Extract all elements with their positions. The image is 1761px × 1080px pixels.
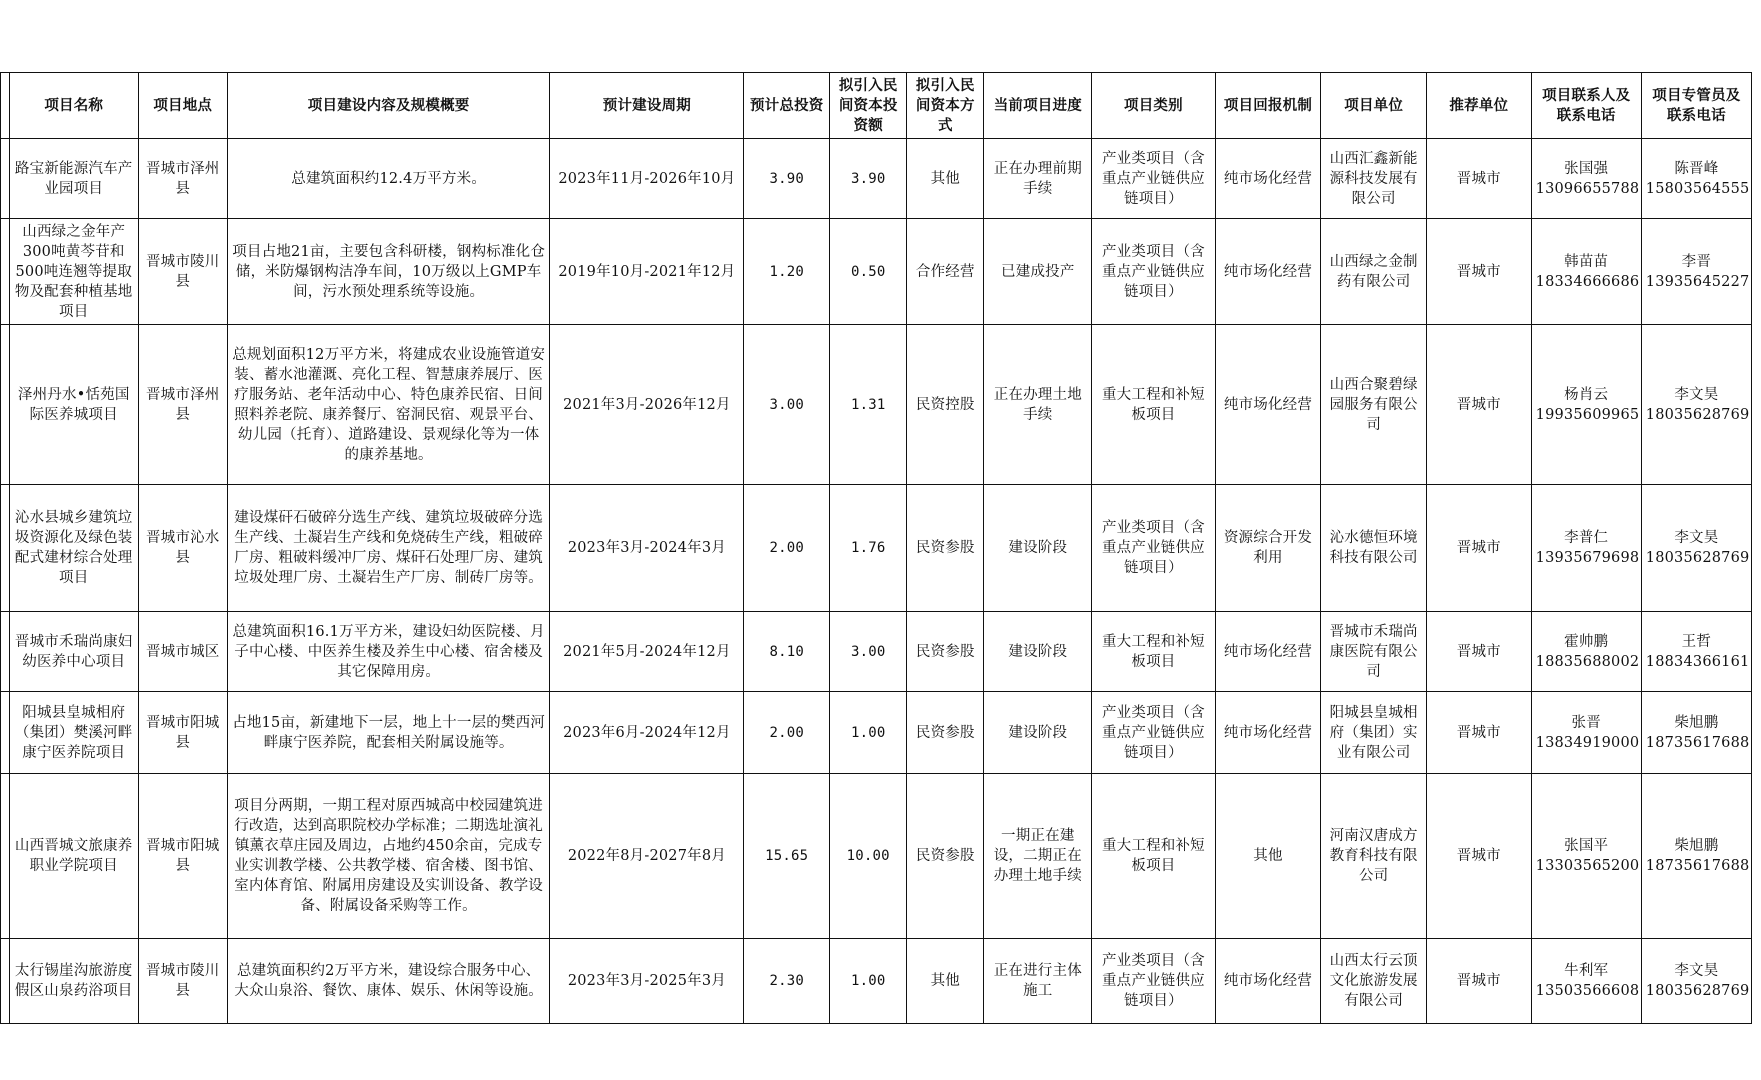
total-investment-cell: 1.20 xyxy=(744,219,830,325)
recommender-cell: 晋城市 xyxy=(1427,939,1532,1024)
private-capital-cell: 1.00 xyxy=(830,939,907,1024)
period-cell: 2019年10月-2021年12月 xyxy=(550,219,744,325)
header-row xyxy=(1,73,1752,139)
project-name-cell: 沁水县城乡建筑垃圾资源化及绿色装配式建材综合处理项目 xyxy=(9,485,138,612)
category-cell: 重大工程和补短板项目 xyxy=(1092,325,1215,485)
manager-name: 王哲 xyxy=(1681,633,1712,650)
contact-name: 张国强 xyxy=(1564,160,1609,177)
cut-off-cell xyxy=(1,485,10,612)
cut-off-cell xyxy=(1,612,10,692)
content-cell: 总建筑面积16.1万平方米，建设妇幼医院楼、月子中心楼、中医养生楼及养生中心楼、宿舍楼及其它保障用房。 xyxy=(227,612,550,692)
column-header: 拟引入民间资本投资额 xyxy=(830,73,907,139)
manager-phone: 18035628769 xyxy=(1645,550,1750,566)
project-name-cell: 阳城县皇城相府（集团）樊溪河畔康宁医养院项目 xyxy=(9,692,138,774)
period-cell: 2021年3月-2026年12月 xyxy=(550,325,744,485)
content-cell: 占地15亩，新建地下一层，地上十一层的樊西河畔康宁医养院，配套相关附属设施等。 xyxy=(227,692,550,774)
contact-name: 霍帅鹏 xyxy=(1564,633,1609,650)
project-name-cell: 晋城市禾瑞尚康妇幼医养中心项目 xyxy=(9,612,138,692)
contact-phone: 18835688002 xyxy=(1535,653,1640,670)
contact-cell xyxy=(1531,219,1641,325)
contact-phone: 13503566608 xyxy=(1535,983,1640,999)
private-capital-cell: 10.00 xyxy=(830,774,907,939)
location-cell: 晋城市城区 xyxy=(138,612,227,692)
period-cell: 2023年11月-2026年10月 xyxy=(550,139,744,219)
contact-phone: 13935679698 xyxy=(1535,550,1640,566)
recommender-cell: 晋城市 xyxy=(1427,219,1532,325)
capital-mode-cell: 其他 xyxy=(907,139,984,219)
capital-mode-cell: 民资参股 xyxy=(907,485,984,612)
recommender-cell: 晋城市 xyxy=(1427,485,1532,612)
table-row xyxy=(1,774,1752,939)
project-name-cell: 山西晋城文旅康养职业学院项目 xyxy=(9,774,138,939)
period-cell: 2022年8月-2027年8月 xyxy=(550,774,744,939)
column-header: 预计建设周期 xyxy=(550,73,744,139)
project-unit-cell: 山西汇鑫新能源科技发展有限公司 xyxy=(1321,139,1427,219)
location-cell: 晋城市泽州县 xyxy=(138,139,227,219)
contact-name: 杨肖云 xyxy=(1564,386,1609,403)
category-cell: 产业类项目（含重点产业链供应链项目） xyxy=(1092,485,1215,612)
column-header: 项目建设内容及规模概要 xyxy=(227,73,550,139)
category-cell: 重大工程和补短板项目 xyxy=(1092,774,1215,939)
project-unit-cell: 山西绿之金制药有限公司 xyxy=(1321,219,1427,325)
manager-name: 陈晋峰 xyxy=(1674,160,1719,177)
manager-name: 李文昊 xyxy=(1674,530,1719,546)
total-investment-cell: 15.65 xyxy=(744,774,830,939)
capital-mode-cell: 民资控股 xyxy=(907,325,984,485)
period-cell: 2023年3月-2025年3月 xyxy=(550,939,744,1024)
progress-cell: 建设阶段 xyxy=(984,612,1092,692)
category-cell: 产业类项目（含重点产业链供应链项目） xyxy=(1092,219,1215,325)
location-cell: 晋城市阳城县 xyxy=(138,774,227,939)
column-header: 项目回报机制 xyxy=(1215,73,1321,139)
location-cell: 晋城市陵川县 xyxy=(138,219,227,325)
content-cell: 总建筑面积约2万平方米，建设综合服务中心、大众山泉浴、餐饮、康体、娱乐、休闲等设施。 xyxy=(227,939,550,1024)
return-mechanism-cell: 纯市场化经营 xyxy=(1215,325,1321,485)
content-cell: 项目占地21亩，主要包含科研楼，钢构标准化仓储，米防爆钢构洁净车间，10万级以上GMP车间，污水预处理系统等设施。 xyxy=(227,219,550,325)
manager-cell xyxy=(1641,939,1751,1024)
manager-cell xyxy=(1641,692,1751,774)
location-cell: 晋城市沁水县 xyxy=(138,485,227,612)
project-name-cell: 山西绿之金年产300吨黄芩苷和500吨连翘等提取物及配套种植基地项目 xyxy=(9,219,138,325)
manager-phone: 18834366161 xyxy=(1645,653,1750,670)
total-investment-cell: 2.00 xyxy=(744,485,830,612)
category-cell: 产业类项目（含重点产业链供应链项目） xyxy=(1092,139,1215,219)
column-header: 项目类别 xyxy=(1092,73,1215,139)
progress-cell: 建设阶段 xyxy=(984,485,1092,612)
column-header: 项目专管员及联系电话 xyxy=(1641,73,1751,139)
total-investment-cell: 2.00 xyxy=(744,692,830,774)
column-header: 项目单位 xyxy=(1321,73,1427,139)
private-capital-cell: 1.00 xyxy=(830,692,907,774)
content-cell: 总建筑面积约12.4万平方米。 xyxy=(227,139,550,219)
content-cell: 建设煤矸石破碎分选生产线、建筑垃圾破碎分选生产线、土凝岩生产线和免烧砖生产线，粗破碎厂房、粗破料缓冲厂房、煤矸石处理厂房、建筑垃圾处理厂房、土凝岩生产厂房、制砖厂房等。 xyxy=(227,485,550,612)
manager-phone: 18735617688 xyxy=(1645,858,1750,874)
contact-phone: 19935609965 xyxy=(1535,406,1640,423)
contact-cell xyxy=(1531,612,1641,692)
capital-mode-cell: 民资参股 xyxy=(907,692,984,774)
contact-phone: 13096655788 xyxy=(1535,180,1640,197)
progress-cell: 已建成投产 xyxy=(984,219,1092,325)
column-header: 项目联系人及联系电话 xyxy=(1531,73,1641,139)
total-investment-cell: 2.30 xyxy=(744,939,830,1024)
contact-cell xyxy=(1531,692,1641,774)
category-cell: 产业类项目（含重点产业链供应链项目） xyxy=(1092,939,1215,1024)
period-cell: 2021年5月-2024年12月 xyxy=(550,612,744,692)
total-investment-cell: 3.90 xyxy=(744,139,830,219)
manager-name: 李文昊 xyxy=(1674,963,1719,979)
contact-name: 张国平 xyxy=(1564,838,1609,854)
column-header: 项目名称 xyxy=(9,73,138,139)
progress-cell: 建设阶段 xyxy=(984,692,1092,774)
return-mechanism-cell: 纯市场化经营 xyxy=(1215,612,1321,692)
table-row xyxy=(1,485,1752,612)
contact-name: 张晋 xyxy=(1571,714,1601,731)
column-header: 预计总投资 xyxy=(744,73,830,139)
contact-name: 韩苗苗 xyxy=(1564,253,1609,270)
project-unit-cell: 沁水德恒环境科技有限公司 xyxy=(1321,485,1427,612)
return-mechanism-cell: 纯市场化经营 xyxy=(1215,139,1321,219)
table-row xyxy=(1,612,1752,692)
project-unit-cell: 河南汉唐成方教育科技有限公司 xyxy=(1321,774,1427,939)
capital-mode-cell: 民资参股 xyxy=(907,774,984,939)
manager-cell xyxy=(1641,139,1751,219)
project-unit-cell: 山西合聚碧绿园服务有限公司 xyxy=(1321,325,1427,485)
manager-cell xyxy=(1641,612,1751,692)
private-capital-cell: 3.00 xyxy=(830,612,907,692)
project-name-cell: 太行锡崖沟旅游度假区山泉药浴项目 xyxy=(9,939,138,1024)
cut-off-cell xyxy=(1,139,10,219)
cut-off-cell xyxy=(1,219,10,325)
manager-cell xyxy=(1641,219,1751,325)
table-row xyxy=(1,692,1752,774)
location-cell: 晋城市陵川县 xyxy=(138,939,227,1024)
project-table xyxy=(0,72,1752,1024)
return-mechanism-cell: 其他 xyxy=(1215,774,1321,939)
project-unit-cell: 山西太行云顶文化旅游发展有限公司 xyxy=(1321,939,1427,1024)
capital-mode-cell: 民资参股 xyxy=(907,612,984,692)
recommender-cell: 晋城市 xyxy=(1427,139,1532,219)
return-mechanism-cell: 资源综合开发利用 xyxy=(1215,485,1321,612)
private-capital-cell: 0.50 xyxy=(830,219,907,325)
return-mechanism-cell: 纯市场化经营 xyxy=(1215,219,1321,325)
manager-cell xyxy=(1641,485,1751,612)
contact-cell xyxy=(1531,325,1641,485)
category-cell: 重大工程和补短板项目 xyxy=(1092,612,1215,692)
contact-phone: 13303565200 xyxy=(1535,858,1640,874)
table-row xyxy=(1,219,1752,325)
cut-off-cell xyxy=(1,325,10,485)
recommender-cell: 晋城市 xyxy=(1427,325,1532,485)
project-unit-cell: 阳城县皇城相府（集团）实业有限公司 xyxy=(1321,692,1427,774)
total-investment-cell: 8.10 xyxy=(744,612,830,692)
period-cell: 2023年6月-2024年12月 xyxy=(550,692,744,774)
contact-name: 李普仁 xyxy=(1564,530,1609,546)
content-cell: 项目分两期，一期工程对原西城高中校园建筑进行改造，达到高职院校办学标准；二期选址演礼镇薰衣草庄园及周边，占地约450余亩，完成专业实训教学楼、公共教学楼、宿舍楼、图书馆、室内体育馆、附属用房建设及实训设备、教学设备、附属设备采购等工作。 xyxy=(227,774,550,939)
column-header: 当前项目进度 xyxy=(984,73,1092,139)
manager-phone: 18735617688 xyxy=(1645,734,1750,751)
column-header: 推荐单位 xyxy=(1427,73,1532,139)
location-cell: 晋城市泽州县 xyxy=(138,325,227,485)
contact-phone: 18334666686 xyxy=(1535,273,1640,290)
progress-cell: 正在进行主体施工 xyxy=(984,939,1092,1024)
manager-phone: 15803564555 xyxy=(1645,180,1750,197)
manager-name: 柴旭鹏 xyxy=(1674,714,1719,731)
content-cell: 总规划面积12万平方米，将建成农业设施管道安装、蓄水池灌溉、亮化工程、智慧康养展厅、医疗服务站、老年活动中心、特色康养民宿、日间照料养老院、康养餐厅、窑洞民宿、观景平台、幼儿园（托育）、道路建设、景观绿化等为一体的康养基地。 xyxy=(227,325,550,485)
manager-phone: 18035628769 xyxy=(1645,406,1750,423)
table-row xyxy=(1,325,1752,485)
contact-name: 牛利军 xyxy=(1564,963,1609,979)
manager-cell xyxy=(1641,774,1751,939)
progress-cell: 正在办理土地手续 xyxy=(984,325,1092,485)
progress-cell: 一期正在建设，二期正在办理土地手续 xyxy=(984,774,1092,939)
return-mechanism-cell: 纯市场化经营 xyxy=(1215,939,1321,1024)
return-mechanism-cell: 纯市场化经营 xyxy=(1215,692,1321,774)
manager-cell xyxy=(1641,325,1751,485)
contact-cell xyxy=(1531,939,1641,1024)
recommender-cell: 晋城市 xyxy=(1427,774,1532,939)
column-header xyxy=(1,73,10,139)
manager-name: 李文昊 xyxy=(1674,386,1719,403)
recommender-cell: 晋城市 xyxy=(1427,692,1532,774)
period-cell: 2023年3月-2024年3月 xyxy=(550,485,744,612)
category-cell: 产业类项目（含重点产业链供应链项目） xyxy=(1092,692,1215,774)
project-unit-cell: 晋城市禾瑞尚康医院有限公司 xyxy=(1321,612,1427,692)
manager-name: 李晋 xyxy=(1681,253,1712,270)
progress-cell: 正在办理前期手续 xyxy=(984,139,1092,219)
contact-cell xyxy=(1531,774,1641,939)
project-name-cell: 路宝新能源汽车产业园项目 xyxy=(9,139,138,219)
private-capital-cell: 1.76 xyxy=(830,485,907,612)
private-capital-cell: 3.90 xyxy=(830,139,907,219)
capital-mode-cell: 合作经营 xyxy=(907,219,984,325)
manager-phone: 18035628769 xyxy=(1645,983,1750,999)
column-header: 拟引入民间资本方式 xyxy=(907,73,984,139)
manager-name: 柴旭鹏 xyxy=(1674,838,1719,854)
total-investment-cell: 3.00 xyxy=(744,325,830,485)
contact-cell xyxy=(1531,139,1641,219)
cut-off-cell xyxy=(1,774,10,939)
capital-mode-cell: 其他 xyxy=(907,939,984,1024)
column-header: 项目地点 xyxy=(138,73,227,139)
cut-off-cell xyxy=(1,692,10,774)
contact-phone: 13834919000 xyxy=(1535,734,1640,751)
contact-cell xyxy=(1531,485,1641,612)
cut-off-cell xyxy=(1,939,10,1024)
table-row xyxy=(1,939,1752,1024)
recommender-cell: 晋城市 xyxy=(1427,612,1532,692)
private-capital-cell: 1.31 xyxy=(830,325,907,485)
project-name-cell: 泽州丹水•恬苑国际医养城项目 xyxy=(9,325,138,485)
location-cell: 晋城市阳城县 xyxy=(138,692,227,774)
table-row xyxy=(1,139,1752,219)
manager-phone: 13935645227 xyxy=(1645,273,1750,290)
